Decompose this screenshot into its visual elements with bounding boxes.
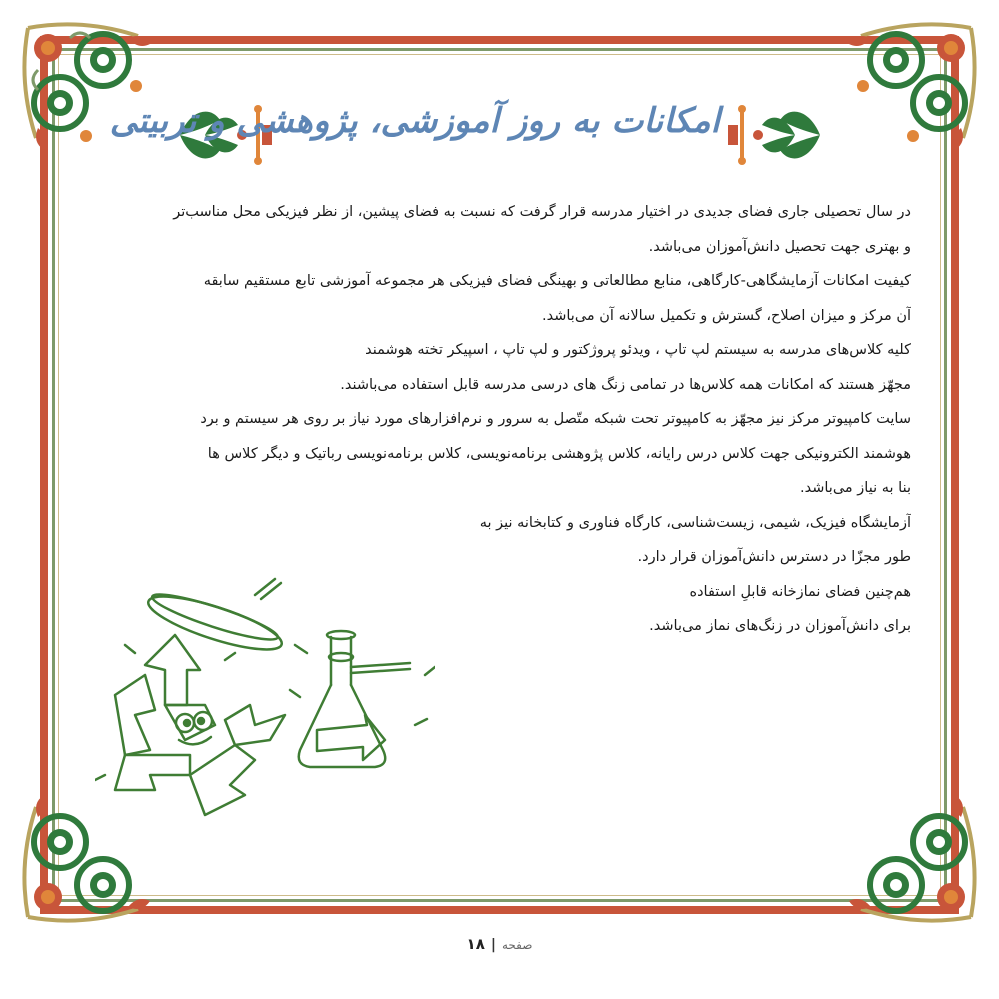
text-line: کلیه کلاس‌های مدرسه به سیستم لپ تاپ ، ویدئو پروژکتور و لپ تاپ ، اسپیکر تخته هوشمند (365, 342, 911, 358)
footer-separator: | (490, 937, 496, 953)
text-line: کیفیت امکانات آزمایشگاهی-کارگاهی، منابع مطالعاتی و بهینگی فضای فیزیکی هر مجموعه آموزشی تابع مستقیم سابقه (203, 273, 911, 289)
page-title: امکانات به روز آموزشی، پژوهشی و تربیتی (109, 101, 720, 141)
text-line: بنا به نیاز می‌باشد. (800, 480, 911, 496)
text-line: آن مرکز و میزان اصلاح، گسترش و تکمیل سالانه آن می‌باشد. (542, 307, 911, 324)
text-line: در سال تحصیلی جاری فضای جدیدی در اختیار مدرسه قرار گرفت که نسبت به فضای پیشین، از نظر فیزیکی محل مناسب‌تر (173, 204, 911, 220)
text-line: طور مجزّا در دسترس دانش‌آموزان قرار دارد. (637, 549, 911, 565)
text-line: مجهّز هستند که امکانات همه کلاس‌ها در تمامی زنگ های درسی مدرسه قابل استفاده می‌باشند. (340, 376, 911, 393)
page-footer (0, 935, 999, 953)
text-line: و بهتری جهت تحصیل دانش‌آموزان می‌باشد. (648, 238, 911, 255)
text-line: سایت کامپیوتر مرکز نیز مجهّز به کامپیوتر تحت شبکه متّصل به سرور و نرم‌افزارهای مورد نیاز بر روی هر سیستم و برد (200, 411, 911, 427)
floral-corner-icon (841, 8, 991, 158)
page-number: ۱۸ (466, 935, 485, 953)
text-line: هم‌چنین فضای نمازخانه قابلِ استفاده (689, 583, 911, 600)
lab-equipment-illustration-icon (95, 575, 435, 830)
leaf-ornament-icon (720, 95, 830, 175)
page-label: صفحه (501, 938, 533, 952)
text-line: برای دانش‌آموزان در زنگ‌های نماز می‌باشد. (649, 618, 911, 634)
floral-corner-icon (841, 787, 991, 937)
text-line: هوشمند الکترونیکی جهت کلاس درس رایانه، کلاس پژوهشی برنامه‌نویسی، کلاس برنامه‌نویسی رباتیک و دیگر کلاس ها (207, 445, 911, 462)
text-line: آزمایشگاه فیزیک، شیمی، زیست‌شناسی، کارگاه فناوری و کتابخانه نیز به (479, 514, 911, 531)
title-row (109, 95, 830, 185)
